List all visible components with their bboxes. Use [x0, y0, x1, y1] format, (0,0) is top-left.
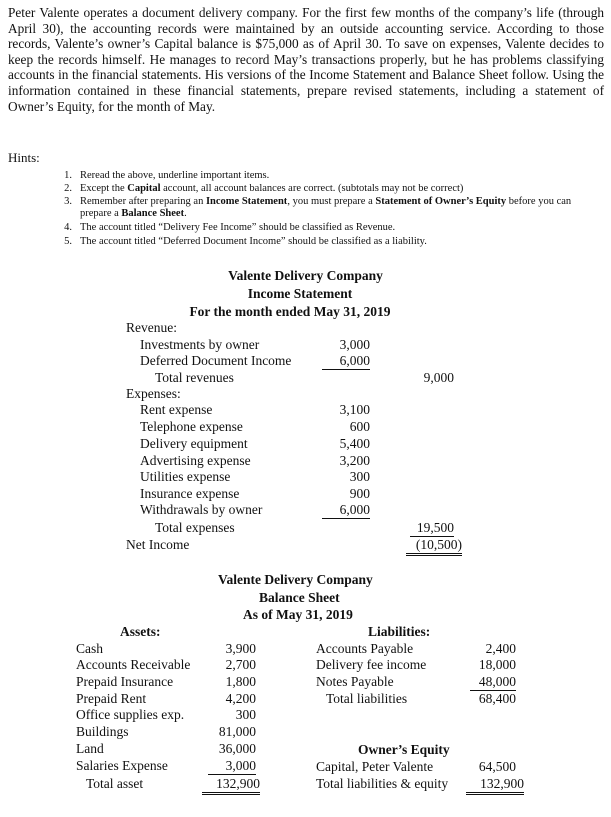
asset-amount: 300	[235, 707, 256, 722]
expense-item-label: Insurance expense	[140, 486, 240, 501]
hint-number: 4.	[64, 222, 72, 233]
revenue-item-label: Investments by owner	[140, 337, 260, 352]
hint-number: 3.	[64, 196, 72, 207]
asset-amount: 3,000	[208, 758, 256, 775]
intro-paragraph	[8, 5, 604, 114]
expense-item-label: Withdrawals by owner	[140, 502, 263, 517]
revenue-item-amount: 6,000	[322, 353, 370, 370]
hint-1: Reread the above, underline important items.	[80, 170, 270, 181]
liability-label: Notes Payable	[316, 674, 394, 689]
balance-sheet-title: Balance Sheet	[259, 590, 340, 605]
expense-item-amount: 5,400	[339, 436, 370, 451]
asset-label: Office supplies exp.	[76, 707, 185, 722]
expense-item-label: Advertising expense	[140, 453, 251, 468]
total-expenses-label: Total expenses	[155, 520, 235, 535]
asset-amount: 2,700	[225, 657, 256, 672]
expense-item-amount: 600	[349, 419, 370, 434]
hint-number: 2.	[64, 183, 72, 194]
asset-amount: 1,800	[225, 674, 256, 689]
asset-label: Accounts Receivable	[76, 657, 191, 672]
owners-equity-header: Owner’s Equity	[358, 742, 450, 757]
revenue-label: Revenue:	[126, 320, 177, 335]
assets-header: Assets:	[120, 624, 161, 639]
revenue-item-amount: 3,000	[339, 337, 370, 352]
income-statement-company: Valente Delivery Company	[228, 268, 383, 283]
asset-amount: 81,000	[218, 724, 256, 739]
liability-label: Accounts Payable	[316, 641, 414, 656]
asset-label: Buildings	[76, 724, 129, 739]
expense-item-amount: 6,000	[322, 502, 370, 519]
liability-amount: 48,000	[470, 674, 516, 691]
expense-item-amount: 900	[349, 486, 370, 501]
asset-amount: 36,000	[218, 741, 256, 756]
total-asset-amount: 132,900	[202, 776, 260, 795]
hints-title: Hints:	[8, 150, 40, 165]
total-expenses-amount: 19,500	[410, 520, 454, 537]
capital-amount: 64,500	[478, 759, 516, 774]
asset-amount: 4,200	[225, 691, 256, 706]
hint-number: 5.	[64, 236, 72, 247]
total-liabilities-equity-amount: 132,900	[466, 776, 524, 795]
asset-label: Prepaid Insurance	[76, 674, 174, 689]
intro-text: Peter Valente operates a document delivery company. For the first few months of the company’s life (through April 30), the accounting records were maintained by an outside accounting service. According to those records, Valente’s owner’s Capital balance is $75,000 as of April 30. To save on expenses, Valente decides to keep the records himself. He manages to record May’s transactions properly, but he has problems classifying accounts in the financial statements. His versions of the Income Statement and Balance Sheet follow. Using the information contained in these financial statements, prepare revised statements, including a statement of Owner’s Equity, for the month of May.	[8, 5, 604, 114]
hint-number: 1.	[64, 170, 72, 181]
asset-label: Prepaid Rent	[76, 691, 147, 706]
total-revenues-amount: 9,000	[423, 370, 454, 385]
liabilities-header: Liabilities:	[368, 624, 431, 639]
asset-label: Land	[76, 741, 104, 756]
balance-sheet-company: Valente Delivery Company	[218, 572, 373, 587]
net-income-amount: (10,500)	[406, 537, 462, 556]
hint-4: The account titled “Delivery Fee Income” should be classified as Revenue.	[80, 222, 396, 233]
asset-amount: 3,900	[225, 641, 256, 656]
income-statement-title: Income Statement	[247, 286, 353, 301]
total-asset-label: Total asset	[86, 776, 144, 791]
liability-label: Delivery fee income	[316, 657, 427, 672]
total-liabilities-equity-label: Total liabilities & equity	[316, 776, 449, 791]
balance-sheet-date: As of May 31, 2019	[243, 607, 353, 622]
expense-item-amount: 3,200	[339, 453, 370, 468]
total-liabilities-amount: 68,400	[478, 691, 516, 706]
liability-amount: 2,400	[485, 641, 516, 656]
revenue-item-label: Deferred Document Income	[140, 353, 292, 368]
expense-item-label: Telephone expense	[140, 419, 243, 434]
expense-item-label: Rent expense	[140, 402, 213, 417]
hint-2: Except the Capital account, all account balances are correct. (subtotals may not be correct)	[80, 183, 464, 194]
asset-label: Salaries Expense	[76, 758, 168, 773]
expense-item-label: Utilities expense	[140, 469, 231, 484]
hint-5: The account titled “Deferred Document Income” should be classified as a liability.	[80, 236, 427, 247]
income-statement-period: For the month ended May 31, 2019	[189, 304, 391, 319]
capital-label: Capital, Peter Valente	[316, 759, 434, 774]
net-income-label: Net Income	[126, 537, 190, 552]
expense-item-amount: 3,100	[339, 402, 370, 417]
asset-label: Cash	[76, 641, 103, 656]
expense-item-amount: 300	[349, 469, 370, 484]
total-liabilities-label: Total liabilities	[326, 691, 408, 706]
liability-amount: 18,000	[478, 657, 516, 672]
expenses-label: Expenses:	[126, 386, 181, 401]
expense-item-label: Delivery equipment	[140, 436, 248, 451]
total-revenues-label: Total revenues	[155, 370, 234, 385]
hint-3: Remember after preparing an Income Statement, you must prepare a Statement of Owner’s Equity before you can prepare a Balance Sheet.	[80, 196, 572, 219]
